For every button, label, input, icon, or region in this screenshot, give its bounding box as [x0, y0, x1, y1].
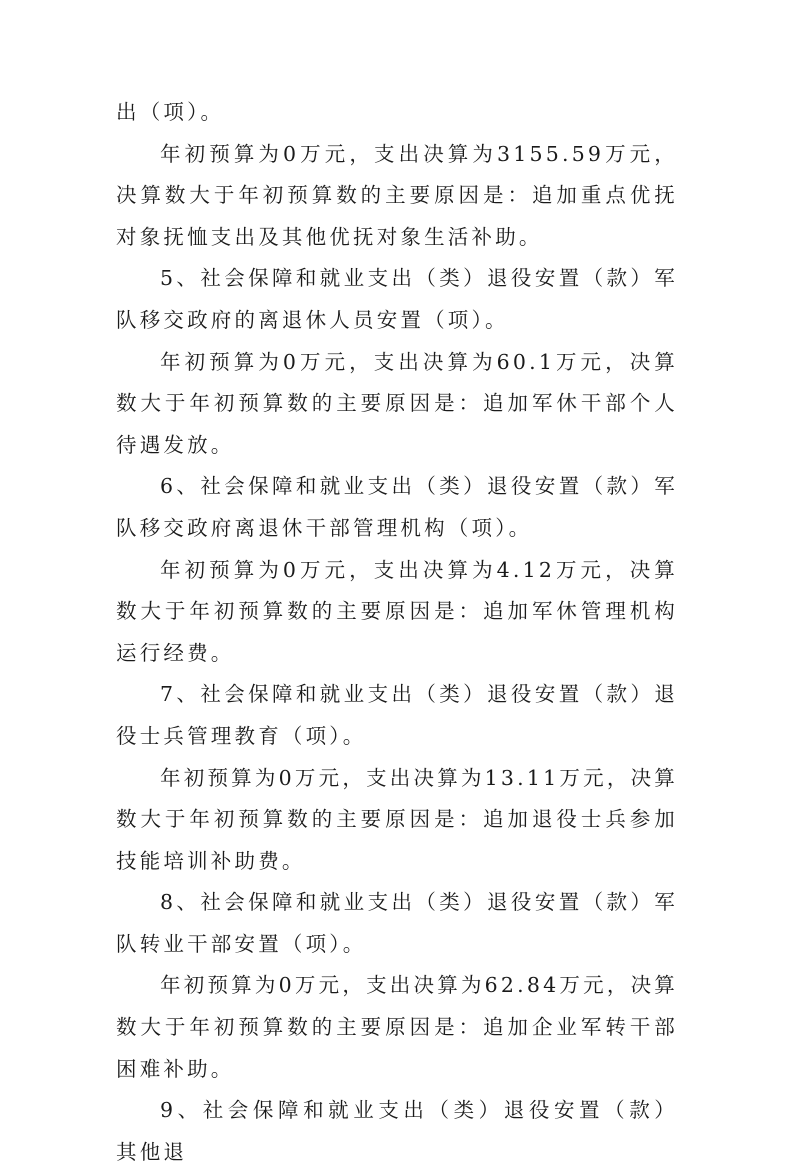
paragraph-budget-note-7: 年初预算为0万元，支出决算为13.11万元，决算数大于年初预算数的主要原因是：追加退役士兵参加技能培训补助费。: [116, 765, 678, 873]
paragraph-item-6-heading: 6、社会保障和就业支出（类）退役安置（款）军队移交政府离退休干部管理机构（项）。: [116, 474, 678, 540]
paragraph-item-5-heading: 5、社会保障和就业支出（类）退役安置（款）军队移交政府的离退休人员安置（项）。: [116, 266, 678, 332]
paragraph-item-7-heading: 7、社会保障和就业支出（类）退役安置（款）退役士兵管理教育（项）。: [116, 682, 678, 748]
paragraph-budget-note-5: 年初预算为0万元，支出决算为60.1万元，决算数大于年初预算数的主要原因是：追加军休干部个人待遇发放。: [116, 349, 678, 457]
paragraph-item-8-heading: 8、社会保障和就业支出（类）退役安置（款）军队转业干部安置（项）。: [116, 890, 678, 956]
paragraph-budget-note-8: 年初预算为0万元，支出决算为62.84万元，决算数大于年初预算数的主要原因是：追加企业军转干部困难补助。: [116, 973, 678, 1081]
paragraph-item-9-heading: 9、社会保障和就业支出（类）退役安置（款） 其他退: [116, 1098, 678, 1164]
document-body: [116, 92, 678, 1173]
paragraph-item-continuation: 出（项）。: [116, 100, 225, 124]
paragraph-budget-note-6: 年初预算为0万元，支出决算为4.12万元，决算数大于年初预算数的主要原因是：追加军休管理机构运行经费。: [116, 557, 678, 665]
paragraph-budget-note-4: 年初预算为0万元，支出决算为3155.59万元，决算数大于年初预算数的主要原因是：追加重点优抚对象抚恤支出及其他优抚对象生活补助。: [116, 141, 678, 249]
